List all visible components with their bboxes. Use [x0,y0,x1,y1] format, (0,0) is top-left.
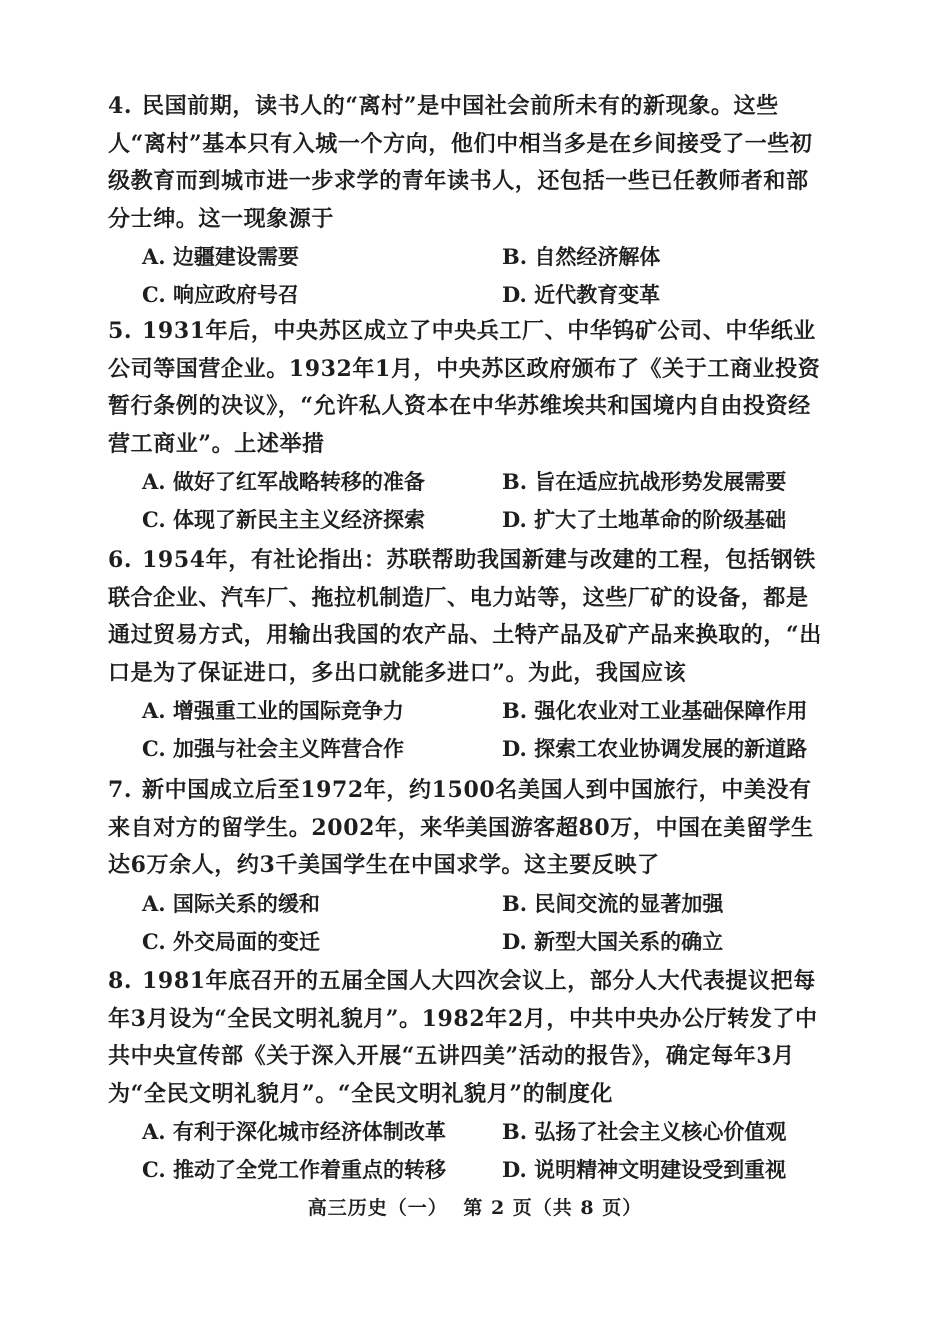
option-d: D. 扩大了土地革命的阶级基础 [502,507,787,532]
question-number: 7. [108,777,133,803]
option-b: B. 弘扬了社会主义核心价值观 [502,1119,787,1144]
option-d: D. 近代教育变革 [502,282,661,307]
option-c: C. 加强与社会主义阵营合作 [142,736,404,761]
option-b: B. 旨在适应抗战形势发展需要 [502,469,787,494]
option-c: C. 推动了全党工作着重点的转移 [142,1157,446,1182]
option-d: D. 探索工农业协调发展的新道路 [502,736,808,761]
option-c: C. 响应政府号召 [142,282,299,307]
option-a: A. 有利于深化城市经济体制改革 [142,1119,446,1144]
options [142,463,828,539]
question-number: 6. [108,547,133,573]
option-a: A. 做好了红军战略转移的准备 [142,469,425,494]
question-number: 4. [108,93,133,119]
question-6 [108,542,828,768]
options [142,238,828,314]
question-7 [108,772,828,961]
option-c: C. 外交局面的变迁 [142,928,320,954]
question-number: 5. [108,318,133,344]
option-b: B. 自然经济解体 [502,244,661,269]
option-d: D. 说明精神文明建设受到重视 [502,1157,787,1182]
option-b: B. 强化农业对工业基础保障作用 [502,698,808,723]
option-a: A. 国际关系的缓和 [142,890,320,916]
question-5 [108,313,828,539]
question-number: 8. [108,968,133,994]
options [142,1113,828,1189]
question-stem: 1954年，有社论指出：苏联帮助我国新建与改建的工程，包括钢铁联合企业、汽车厂、拖拉机制造厂、电力站等，这些厂矿的设备，都是通过贸易方式，用输出我国的农产品、土特产品及矿产品来换取的，“出口是为了保证进口，多出口就能多进口”。为此，我国应该 [108,547,822,686]
question-stem: 新中国成立后至1972年，约1500名美国人到中国旅行，中美没有来自对方的留学生。2002年，来华美国游客超80万，中国在美留学生达6万余人，约3千美国学生在中国求学。这主要反映了 [108,777,814,878]
options [142,692,828,768]
question-stem: 1931年后，中央苏区成立了中央兵工厂、中华钨矿公司、中华纸业公司等国营企业。1932年1月，中央苏区政府颁布了《关于工商业投资暂行条例的决议》，“允许私人资本在中华苏维埃共和国境内自由投资经营工商业”。上述举措 [108,318,821,457]
options [142,885,828,961]
option-c: C. 体现了新民主主义经济探索 [142,507,425,532]
question-4 [108,88,828,314]
option-b: B. 民间交流的显著加强 [502,890,724,916]
question-8 [108,963,828,1189]
option-a: A. 增强重工业的国际竞争力 [142,698,404,723]
footer-page-number: 第 2 页（共 8 页） [463,1197,643,1219]
footer-subject: 高三历史（一） [307,1197,448,1219]
question-stem: 民国前期，读书人的“离村”是中国社会前所未有的新现象。这些人“离村”基本只有入城一个方向，他们中相当多是在乡间接受了一些初级教育而到城市进一步求学的青年读书人，还包括一些已任教师者和部分士绅。这一现象源于 [108,93,813,232]
page-footer [0,1193,950,1220]
option-a: A. 边疆建设需要 [142,244,299,269]
question-stem: 1981年底召开的五届全国人大四次会议上，部分人大代表提议把每年3月设为“全民文明礼貌月”。1982年2月，中共中央办公厅转发了中共中央宣传部《关于深入开展“五讲四美”活动的报告》，确定每年3月为“全民文明礼貌月”。“全民文明礼貌月”的制度化 [108,968,818,1107]
option-d: D. 新型大国关系的确立 [502,928,724,954]
